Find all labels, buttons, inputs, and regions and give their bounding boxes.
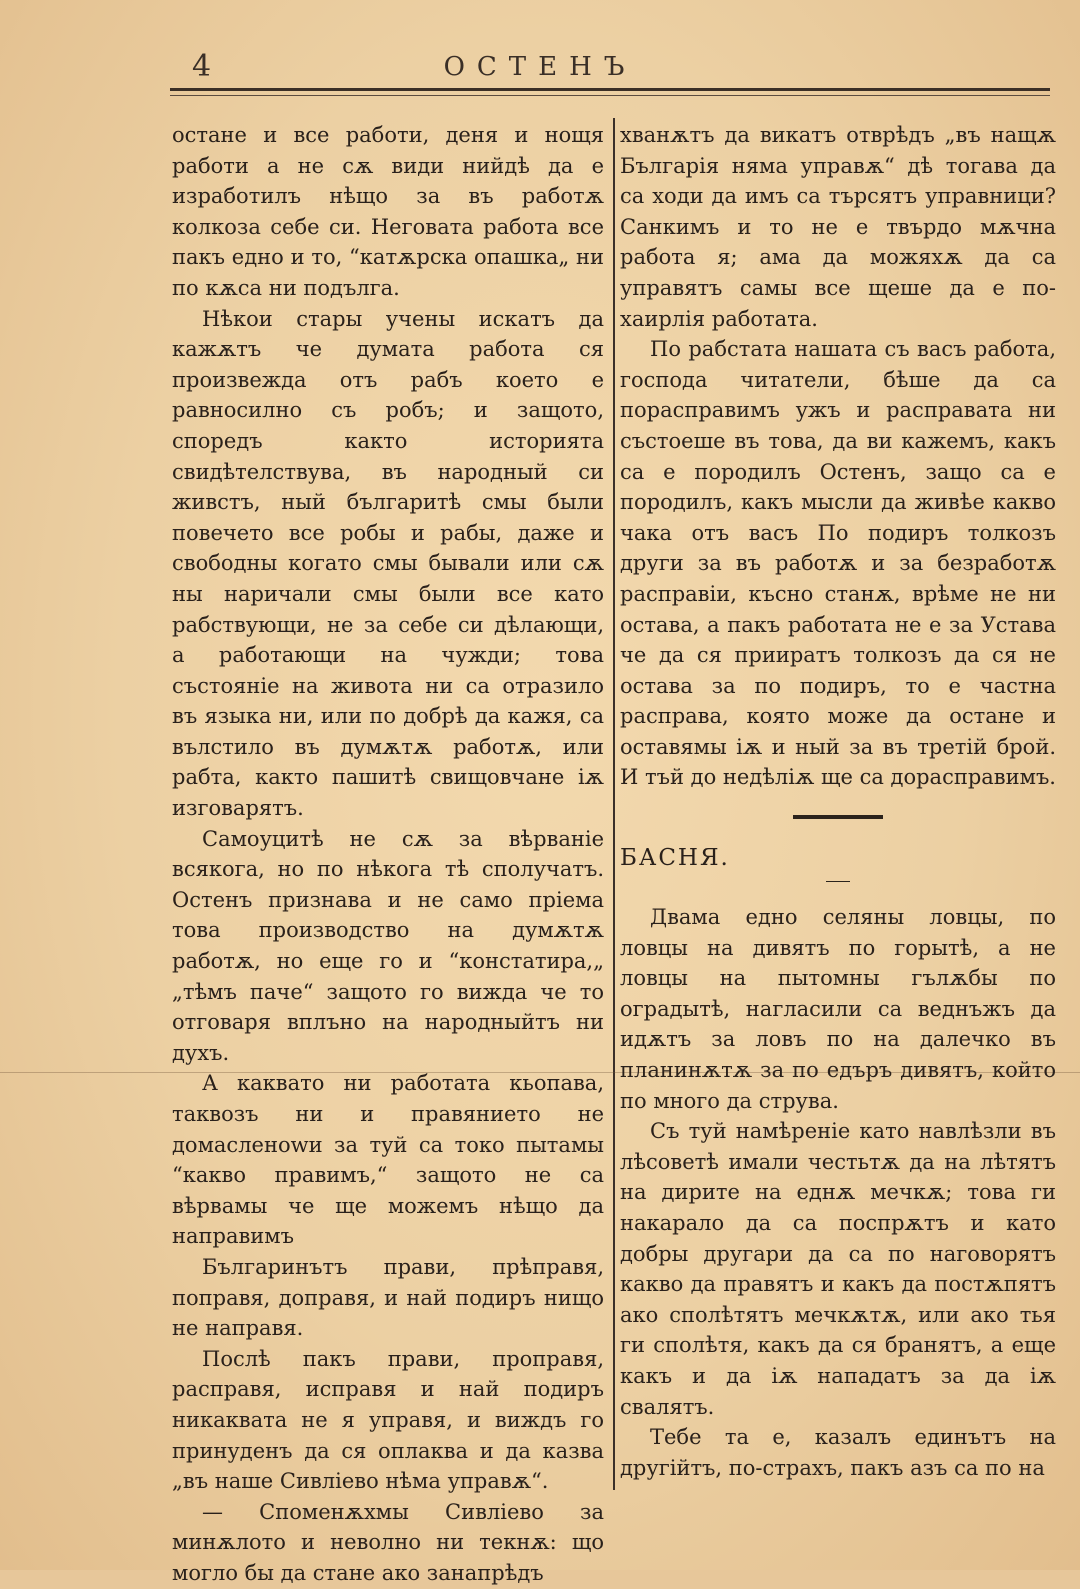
title-dash: [826, 881, 850, 882]
article-paragraph: хванѫтъ да викатъ отврѣдъ „въ нащѫ Българія нямa управѫ“ дѣ тогава да са ходи да имъ са търсятъ управници? Санкимъ и то не е твърдо мѫчна работа я; ама да можяхѫ да са управятъ самы все щеше да е по-хаирлія работата.: [620, 123, 1056, 331]
fable-paragraph: Тебе та е, казалъ единътъ на другійтъ, по-страхъ, пакъ азъ са по на: [620, 1425, 1056, 1480]
left-column: [172, 120, 604, 1589]
page-number: 4: [192, 49, 212, 84]
right-column: [620, 120, 1056, 1483]
article-paragraph: Послѣ пакъ прави, проправя, расправя, исправя и най подиръ никаквата не я управя, и виждъ го принуденъ да ся оплаква и да казва „въ наше Сивліево нѣма управѫ“.: [172, 1346, 604, 1494]
newspaper-title: ОСТЕНЪ: [443, 52, 637, 82]
header-rule-thin: [170, 95, 1050, 96]
article-paragraph: — Споменѫхмы Сивліево за минѫлото и неволно ни текнѫ: що могло бы да стане ако занапрѣдъ: [172, 1499, 604, 1585]
article-paragraph: А каквато ни работата кьопава, таквозъ ни и правянието не домасленоwи за туй са токо пытамы “какво правимъ,“ защото не са вѣрвамы че ще можемъ нѣщо да направимъ: [172, 1071, 604, 1249]
header-rule: [170, 88, 1050, 91]
article-paragraph: Нѣкои стары учены искатъ да кажѫтъ че думата работа ся произвежда отъ рабъ което е равносилно съ робъ; и защото, споредъ както историята свидѣтелствува, въ народный си живстъ, ный българитѣ смы были повечето все робы и рабы, даже и свободны когато смы бывали или сѫ ны наричали смы были все като рабствующи, не за себе си дѣлающи, а работающи на чужди; това състояніе на живота ни са отразило въ языка ни, или по добрѣ да кажя, са вълстило въ думѫтѫ работѫ, или рабта, както пашитѣ свищовчане iѫ изговарятъ.: [172, 306, 604, 821]
article-paragraph: Самоуцитѣ не сѫ за вѣрваніе всякога, но по нѣкога тѣ сполучатъ. Остенъ признава и не само пріема това производство на думѫтѫ работѫ, но еще го и “констатира,„ „тѣмъ паче“ защото го вижда че то отговаря вплъно на народныйтъ ни духъ.: [172, 826, 604, 1065]
fable-paragraph: Двама едно селяны ловцы, по ловцы на дивятъ по горытѣ, а не ловцы на пытомны гълѫбы по оградытѣ, нагласили са веднъжъ да идѫтъ за ловъ по на далечко въ планинѫтѫ за по едъръ дивятъ, който по много да струва.: [620, 905, 1056, 1113]
section-separator: [793, 815, 883, 819]
article-paragraph: остане и все работи, деня и нощя работи а не сѫ види нийдѣ да е изработилъ нѣщо за въ работѫ колкоза себе си. Неговата работа все пакъ едно и то, “катѫрска опашка„ ни по кѫса ни подълга.: [172, 123, 604, 300]
page-header: [0, 48, 1080, 88]
article-paragraph: По рабстата нашата съ васъ работа, господа читатели, бѣше да са порасправимъ ужъ и расправата ни състоеше въ това, да ви кажемъ, какъ са е породилъ Остенъ, защо са е породилъ, какъ мысли да живѣе какво чака отъ васъ По подиръ толкозъ други за въ работѫ и за безработѫ расправіи, късно станѫ, врѣме не ни остава, а пакъ работата не е за Устава че да ся прииратъ толкозъ да ся не остава за по подиръ, то е частна расправа, която може да остане и оставямы iѫ и ный за въ третій брой. И тъй до недѣлiѫ ще са дорасправимъ.: [620, 337, 1056, 790]
fable-title: БАСНЯ.: [620, 845, 730, 872]
column-divider: [613, 118, 615, 1490]
article-paragraph: Българинътъ прави, прѣправя, поправя, доправя, и най подиръ нищо не направя.: [172, 1254, 604, 1341]
fable-paragraph: Съ туй намѣреніе като навлѣзли въ лѣсоветѣ имали честьтѫ да на лѣтятъ на дирите на еднѫ мечкѫ; това ги накарало да са поспрѫтъ и като добры другари да са по наговорятъ какво да правятъ и какъ да постѫпятъ ако сполѣтятъ мечкѫтѫ, или ако тья ги сполѣтя, какъ да ся бранятъ, а еще какъ и да iѫ нападатъ за да iѫ свалятъ.: [620, 1119, 1056, 1419]
